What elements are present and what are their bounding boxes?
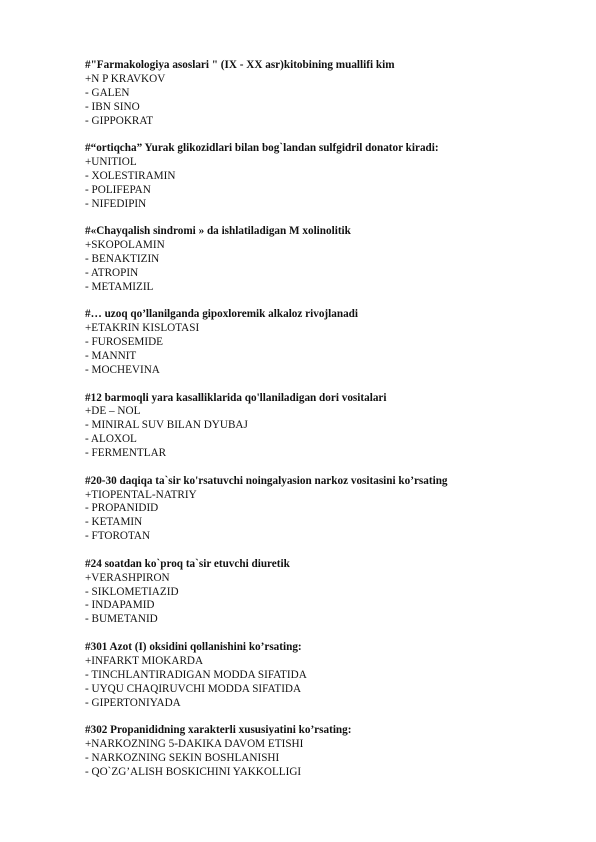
answer-option: - UYQU CHAQIRUVCHI MODDA SIFATIDA [85,682,302,695]
question-block [85,308,580,378]
question-text: #301 Azot (I) oksidini qollanishini ko’rsating: [85,640,302,653]
answer-option: - MANNIT [85,350,137,363]
answer-option: - BUMETANID [85,613,158,626]
answer-option: - KETAMIN [85,516,143,529]
question-text: #«Chayqalish sindromi » da ishlatiladigan M xolinolitik [85,225,351,238]
question-block [85,392,580,462]
answer-option: - QO`ZG’ALISH BOSKICHINI YAKKOLLIGI [85,765,302,778]
answer-option: - SIKLOMETIAZID [85,585,179,598]
answer-option: - GALEN [85,86,130,99]
question-block [85,558,580,628]
answer-option: - FERMENTLAR [85,447,167,460]
question-block [85,225,580,295]
question-block [85,724,580,780]
correct-answer: +NARKOZNING 5-DAKIKA DAVOM ETISHI [85,737,304,750]
question-text: #… uzoq qo’llanilganda gipoxloremik alkaloz rivojlanadi [85,308,358,321]
question-text: #“ortiqcha” Yurak glikozidlari bilan bog`landan sulfgidril donator kiradi: [85,142,439,155]
answer-option: - NARKOZNING SEKIN BOSHLANISHI [85,751,280,764]
correct-answer: +DE – NOL [85,405,141,418]
correct-answer: +SKOPOLAMIN [85,239,165,252]
answer-option: - GIPPOKRAT [85,114,154,127]
answer-option: - ALOXOL [85,433,137,446]
answer-option: - INDAPAMID [85,599,155,612]
question-text: #24 soatdan ko`proq ta`sir etuvchi diuretik [85,557,290,570]
correct-answer: +TIOPENTAL-NATRIY [85,488,197,501]
answer-option: - IBN SINO [85,100,140,113]
correct-answer: +UNITIOL [85,156,137,169]
answer-option: - PROPANIDID [85,502,159,515]
answer-option: - ATROPIN [85,266,139,279]
answer-option: - POLIFEPAN [85,183,151,196]
answer-option: - MOCHEVINA [85,364,160,376]
answer-option: - GIPERTONIYADA [85,696,181,709]
question-block [85,142,580,212]
correct-answer: +ETAKRIN KISLOTASI [85,322,200,335]
document-page [85,59,580,793]
answer-option: - FTOROTAN [85,530,151,543]
answer-option: - METAMIZIL [85,280,154,293]
answer-option: - FUROSEMIDE [85,336,164,349]
answer-option: - NIFEDIPIN [85,197,147,210]
correct-answer: +INFARKT MIOKARDA [85,654,204,667]
question-block [85,641,580,711]
answer-option: - XOLESTIRAMIN [85,169,176,182]
question-block [85,475,580,545]
answer-option: - MINIRAL SUV BILAN DYUBAJ [85,419,248,432]
answer-option: - BENAKTIZIN [85,253,160,266]
correct-answer: +N P KRAVKOV [85,72,166,85]
question-text: #"Farmakologiya asoslari " (IX - XX asr)kitobining muallifi kim [85,59,395,71]
answer-option: - TINCHLANTIRADIGAN MODDA SIFATIDA [85,668,307,681]
question-text: #302 Propanididning xarakterli xususiyatini ko’rsating: [85,724,352,736]
question-text: #12 barmoqli yara kasalliklarida qo'llaniladigan dori vositalari [85,391,387,404]
question-block [85,59,580,129]
question-text: #20-30 daqiqa ta`sir ko'rsatuvchi noingalyasion narkoz vositasini ko’rsating [85,474,448,487]
correct-answer: +VERASHPIRON [85,571,170,584]
